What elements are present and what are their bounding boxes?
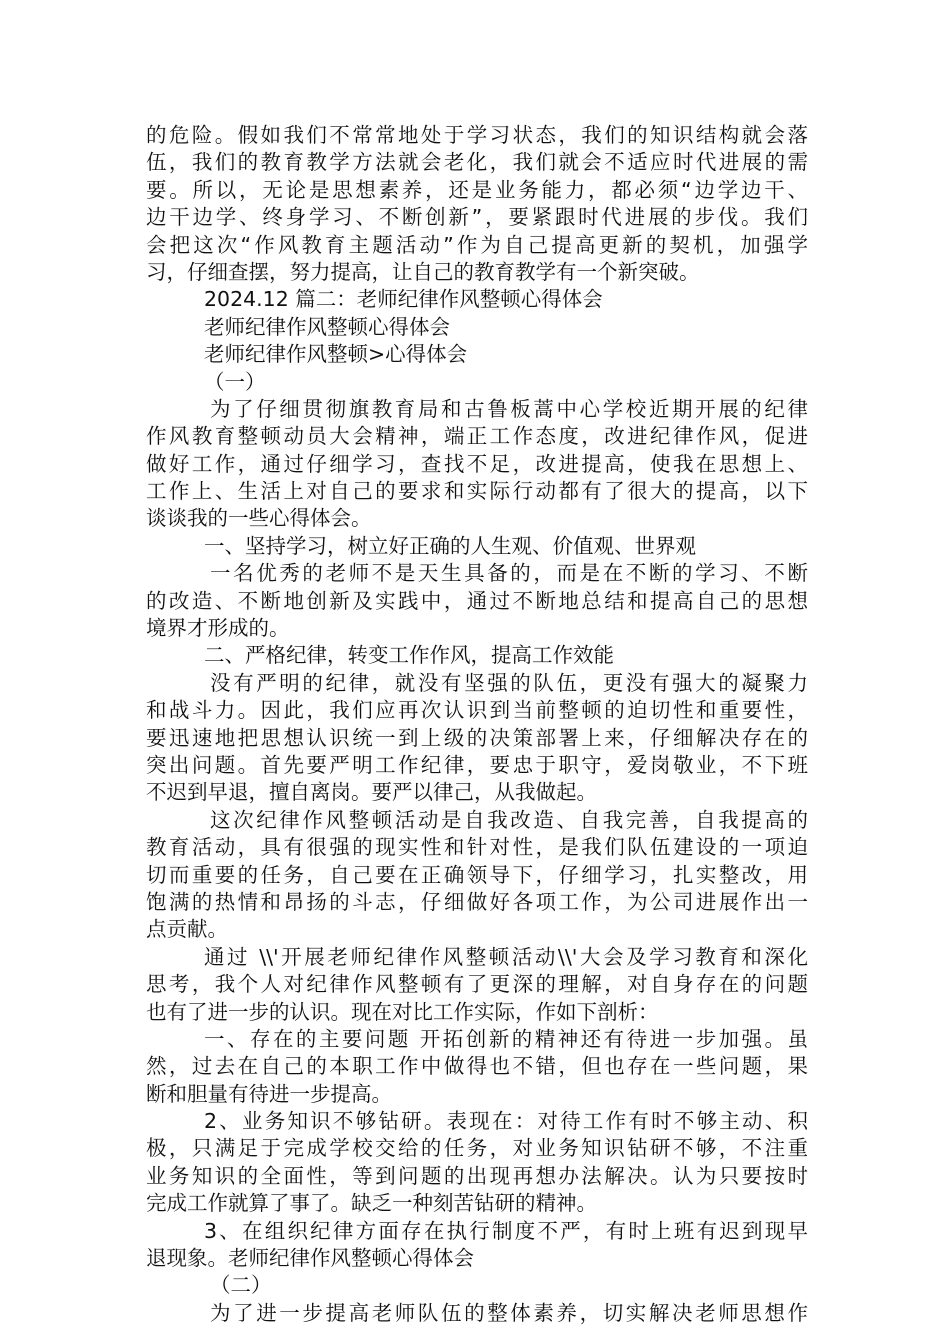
text-line: 也有了进一步的认识。现在对比工作实际，作如下剖析： bbox=[146, 999, 659, 1024]
text-line: 业务知识的全面性，等到问题的出现再想办法解决。认为只要按时 bbox=[146, 1163, 808, 1188]
text-line: 2、业务知识不够钻研。表现在：对待工作有时不够主动、积 bbox=[204, 1109, 808, 1134]
text-line: 做好工作，通过仔细学习，查找不足，改进提高，使我在思想上、 bbox=[146, 451, 808, 476]
text-line: 伍，我们的教育教学方法就会老化，我们就会不适应时代进展的需 bbox=[146, 150, 808, 175]
text-line: 工作上、生活上对自己的要求和实际行动都有了很大的提高，以下 bbox=[146, 479, 808, 504]
text-line: 二、严格纪律，转变工作作风，提高工作效能 bbox=[204, 643, 614, 668]
text-line: 要。所以，无论是思想素养，还是业务能力，都必须“边学边干、 bbox=[146, 177, 808, 202]
text-line: 老师纪律作风整顿心得体会 bbox=[204, 314, 450, 339]
text-line: 断和胆量有待进一步提高。 bbox=[146, 1081, 392, 1106]
text-line: 通过 \\'开展老师纪律作风整顿活动\\'大会及学习教育和深化 bbox=[204, 944, 808, 969]
text-line: 3、在组织纪律方面存在执行制度不严，有时上班有迟到现早 bbox=[204, 1218, 808, 1243]
text-line: 不迟到早退，擅自离岗。要严以律己，从我做起。 bbox=[146, 780, 597, 805]
text-line: 突出问题。首先要严明工作纪律，要忠于职守，爱岗敬业，不下班 bbox=[146, 752, 808, 777]
text-line: 要迅速地把思想认识统一到上级的决策部署上来，仔细解决存在的 bbox=[146, 725, 808, 750]
text-line: 境界才形成的。 bbox=[146, 616, 290, 641]
text-line: 作风教育整顿动员大会精神，端正工作态度，改进纪律作风，促进 bbox=[146, 424, 808, 449]
text-line: （一） bbox=[204, 369, 266, 394]
text-line: 切而重要的任务，自己要在正确领导下，仔细学习，扎实整改，用 bbox=[146, 862, 808, 887]
text-line: 会把这次“作风教育主题活动”作为自己提高更新的契机，加强学 bbox=[146, 232, 808, 257]
document-body bbox=[146, 122, 808, 1327]
text-line: 为了仔细贯彻旗教育局和古鲁板蒿中心学校近期开展的纪律 bbox=[210, 396, 808, 421]
text-line: 谈谈我的一些心得体会。 bbox=[146, 506, 372, 531]
text-line: 一、存在的主要问题 开拓创新的精神还有待进一步加强。虽 bbox=[204, 1026, 808, 1051]
text-line: 教育活动，具有很强的现实性和针对性，是我们队伍建设的一项迫 bbox=[146, 835, 808, 860]
text-line: 老师纪律作风整顿>心得体会 bbox=[204, 342, 468, 367]
text-line: 一、坚持学习，树立好正确的人生观、价值观、世界观 bbox=[204, 533, 696, 558]
text-line: （二） bbox=[210, 1273, 272, 1298]
text-line: 习，仔细查摆，努力提高，让自己的教育教学有一个新突破。 bbox=[146, 259, 700, 284]
text-line: 边干边学、终身学习、不断创新”，要紧跟时代进展的步伐。我们 bbox=[146, 205, 808, 230]
text-line: 为了进一步提高老师队伍的整体素养，切实解决老师思想作 bbox=[210, 1300, 808, 1325]
text-line: 一名优秀的老师不是天生具备的，而是在不断的学习、不断 bbox=[210, 561, 808, 586]
text-line: 和战斗力。因此，我们应再次认识到当前整顿的迫切性和重要性， bbox=[146, 698, 808, 723]
text-line: 点贡献。 bbox=[146, 917, 228, 942]
text-line: 完成工作就算了事了。缺乏一种刻苦钻研的精神。 bbox=[146, 1191, 597, 1216]
text-line: 思考，我个人对纪律作风整顿有了更深的理解，对自身存在的问题 bbox=[146, 972, 808, 997]
text-line: 这次纪律作风整顿活动是自我改造、自我完善，自我提高的 bbox=[210, 807, 808, 832]
text-line: 的改造、不断地创新及实践中，通过不断地总结和提高自己的思想 bbox=[146, 588, 808, 613]
text-line: 极，只满足于完成学校交给的任务，对业务知识钻研不够，不注重 bbox=[146, 1136, 808, 1161]
text-line: 没有严明的纪律，就没有坚强的队伍，更没有强大的凝聚力 bbox=[210, 670, 808, 695]
text-line: 然，过去在自己的本职工作中做得也不错，但也存在一些问题，果 bbox=[146, 1054, 808, 1079]
text-line: 饱满的热情和昂扬的斗志，仔细做好各项工作，为公司进展作出一 bbox=[146, 889, 808, 914]
text-line: 2024.12 篇二：老师纪律作风整顿心得体会 bbox=[204, 287, 603, 312]
text-line: 退现象。老师纪律作风整顿心得体会 bbox=[146, 1246, 474, 1271]
text-line: 的危险。假如我们不常常地处于学习状态，我们的知识结构就会落 bbox=[146, 123, 808, 147]
